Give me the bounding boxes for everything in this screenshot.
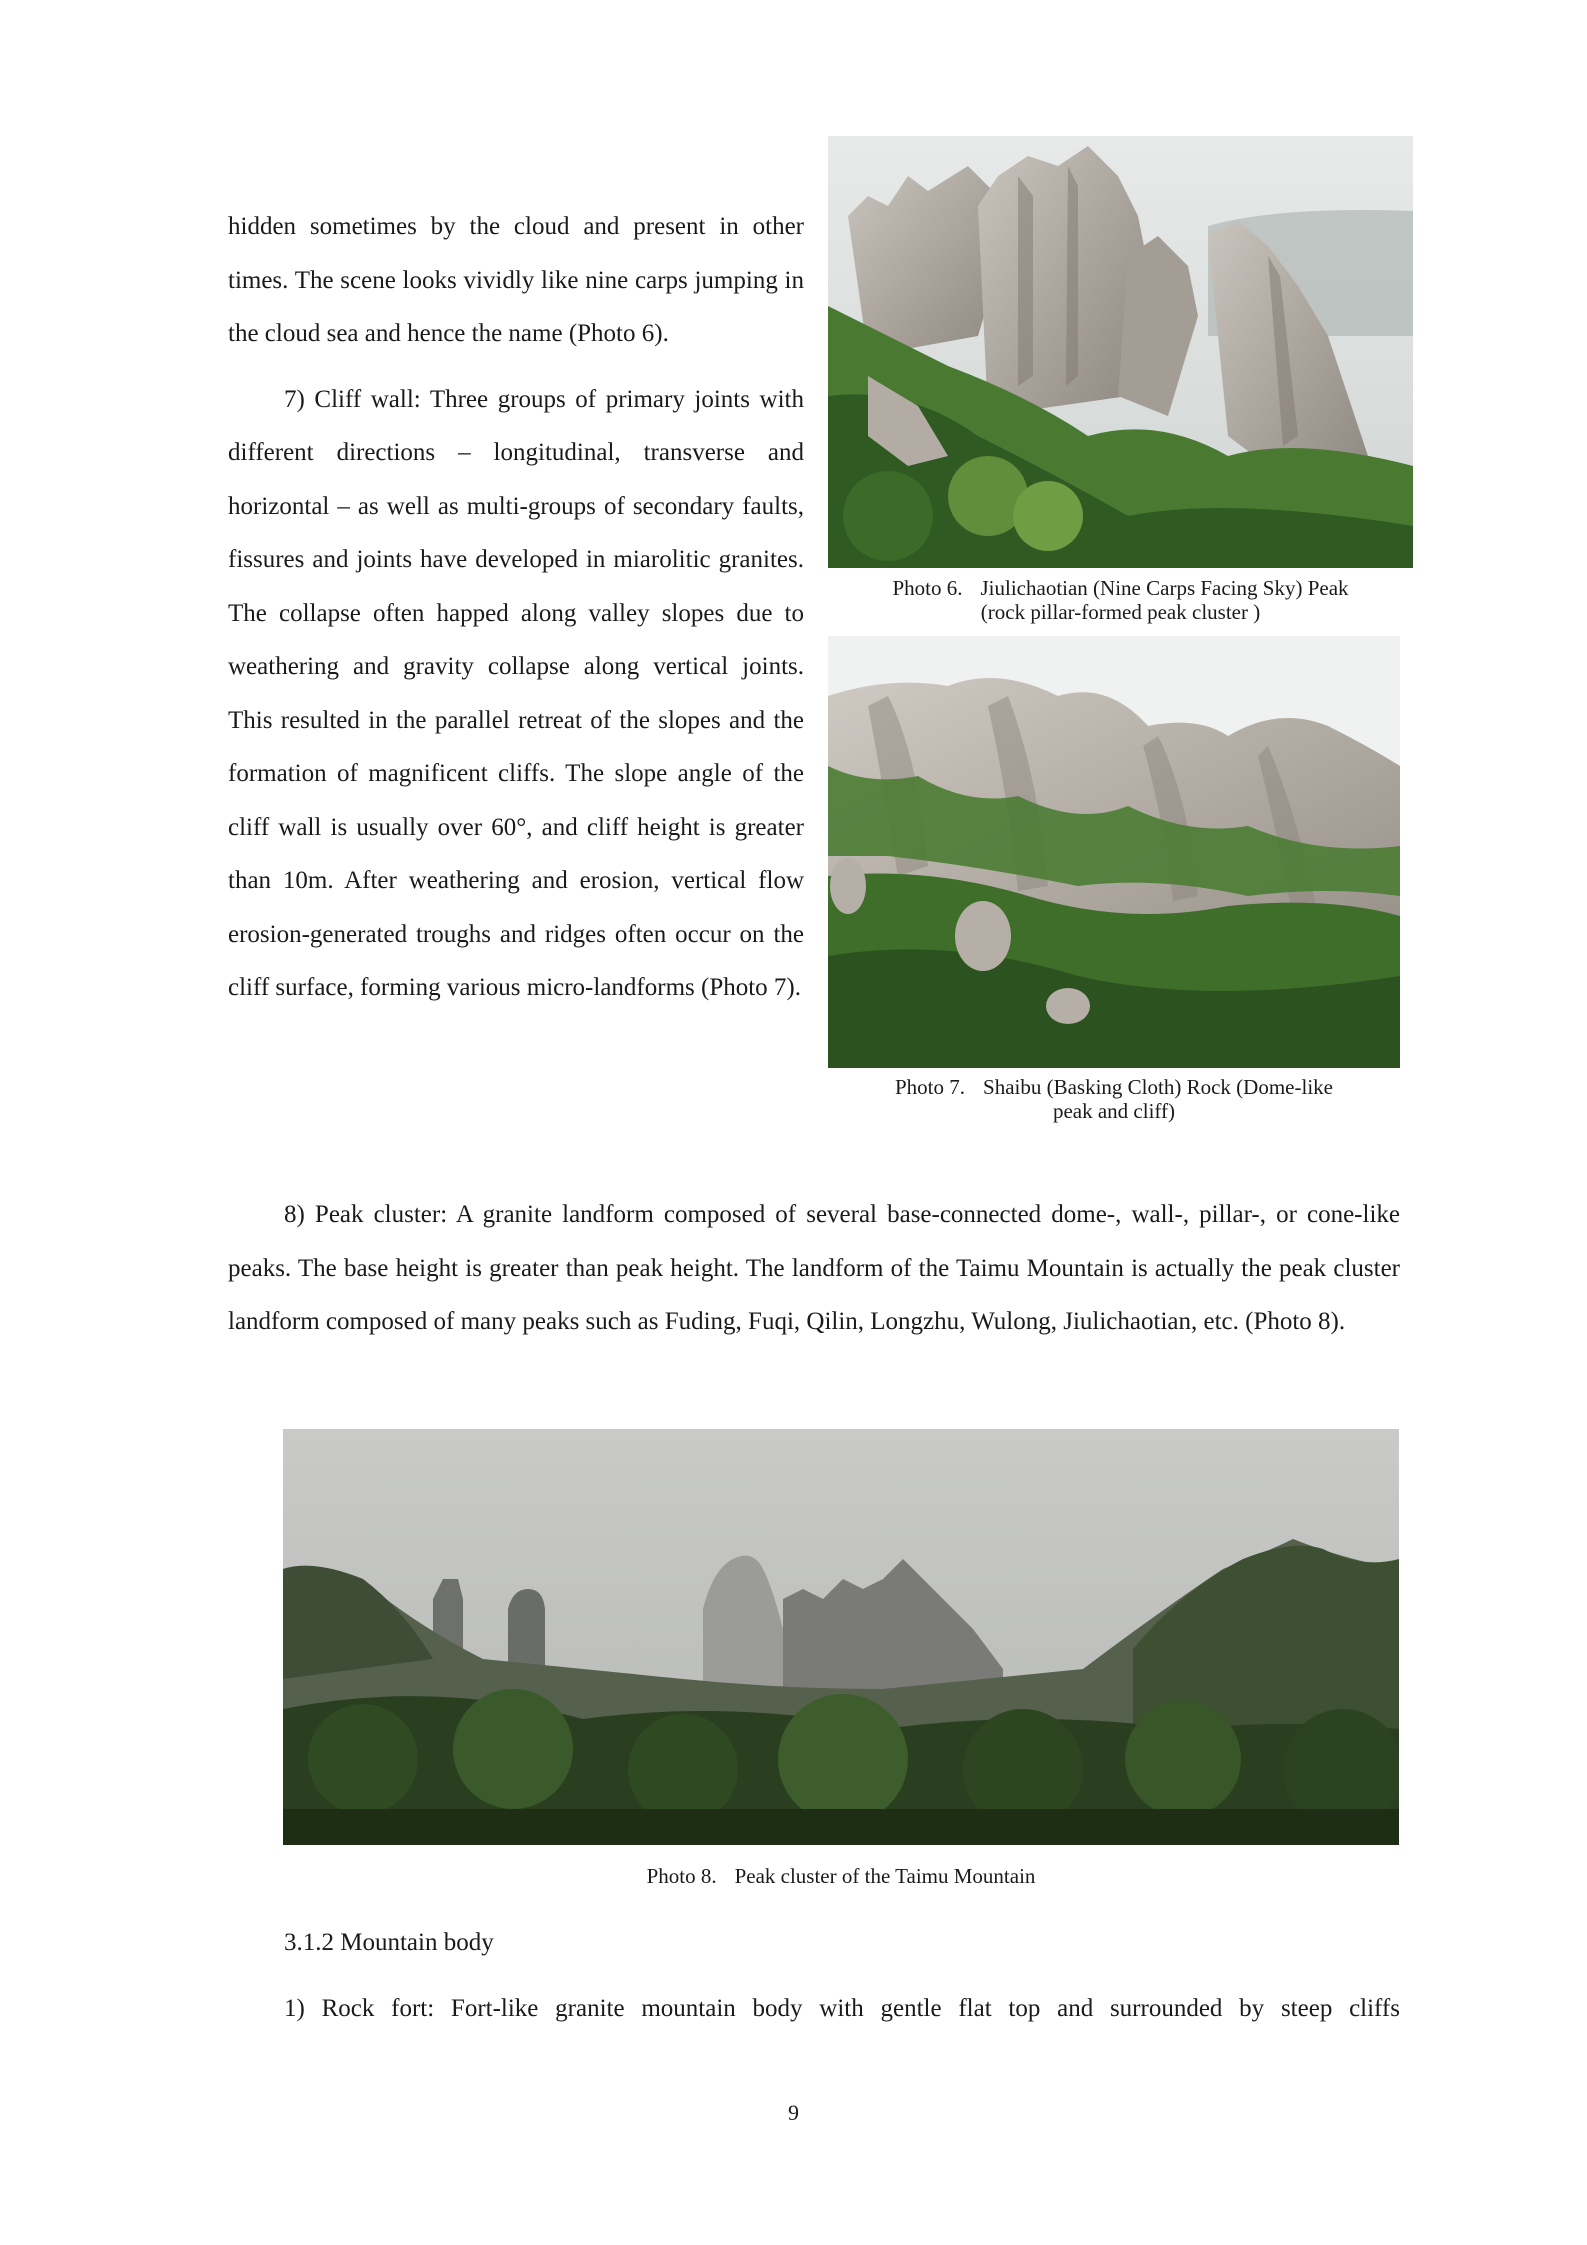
photo-8-caption: [283, 1864, 1399, 1888]
photo-6-caption-line1: [828, 576, 1413, 600]
photo-6-title: Jiulichaotian (Nine Carps Facing Sky) Peak: [980, 576, 1349, 600]
photo-8-image: [283, 1429, 1399, 1845]
photo-6-jiulichaotian-peak: [828, 136, 1413, 568]
section-heading-mountain-body: 3.1.2 Mountain body: [284, 1929, 494, 1956]
photo-7-caption: [828, 1075, 1400, 1123]
photo-6-image: [828, 136, 1413, 568]
left-text-column: [228, 200, 804, 1015]
photo-8-title: Peak cluster of the Taimu Mountain: [734, 1864, 1036, 1888]
paragraph-rock-fort: 1) Rock fort: Fort-like granite mountain body with gentle flat top and surrounded by steep cliffs: [284, 1995, 1400, 2022]
photo-7-caption-line2: peak and cliff): [1052, 1099, 1176, 1123]
photo-6-caption: [828, 576, 1413, 624]
photo-6-caption-line2: (rock pillar-formed peak cluster ): [980, 600, 1261, 624]
paragraph-peak-cluster: 8) Peak cluster: A granite landform composed of several base-connected dome-, wall-, pillar-, or cone-like peaks. The base height is greater than peak height. The landform of the Taimu Mountain is actually the peak cluster landform composed of many peaks such as Fuding, Fuqi, Qilin, Longzhu, Wulong, Jiulichaotian, etc. (Photo 8).: [228, 1201, 1400, 1335]
photo-7-shaibu-rock: [828, 636, 1400, 1068]
photo-7-title: Shaibu (Basking Cloth) Rock (Dome-like: [983, 1075, 1333, 1099]
paragraph-continuation: hidden sometimes by the cloud and present in other times. The scene looks vividly like nine carps jumping in the cloud sea and hence the name (Photo 6).: [228, 213, 804, 347]
photo-7-number: Photo 7.: [895, 1075, 966, 1099]
photo-7-image: [828, 636, 1400, 1068]
paragraph-cliff-wall: 7) Cliff wall: Three groups of primary joints with different directions – longitudinal, transverse and horizontal – as well as multi-groups of secondary faults, fissures and joints have developed in miarolitic granites. The collapse often happed along valley slopes due to weathering and gravity collapse along vertical joints. This resulted in the parallel retreat of the slopes and the formation of magnificent cliffs. The slope angle of the cliff wall is usually over 60°, and cliff height is greater than 10m. After weathering and erosion, vertical flow erosion-generated troughs and ridges often occur on the cliff surface, forming various micro-landforms (Photo 7).: [228, 385, 804, 1001]
photo-8-number: Photo 8.: [646, 1864, 717, 1888]
photo-7-caption-line1: [828, 1075, 1400, 1099]
photo-8-taimu-peak-cluster: [283, 1429, 1399, 1845]
photo-6-number: Photo 6.: [892, 576, 963, 600]
page-number: 9: [788, 2100, 799, 2125]
